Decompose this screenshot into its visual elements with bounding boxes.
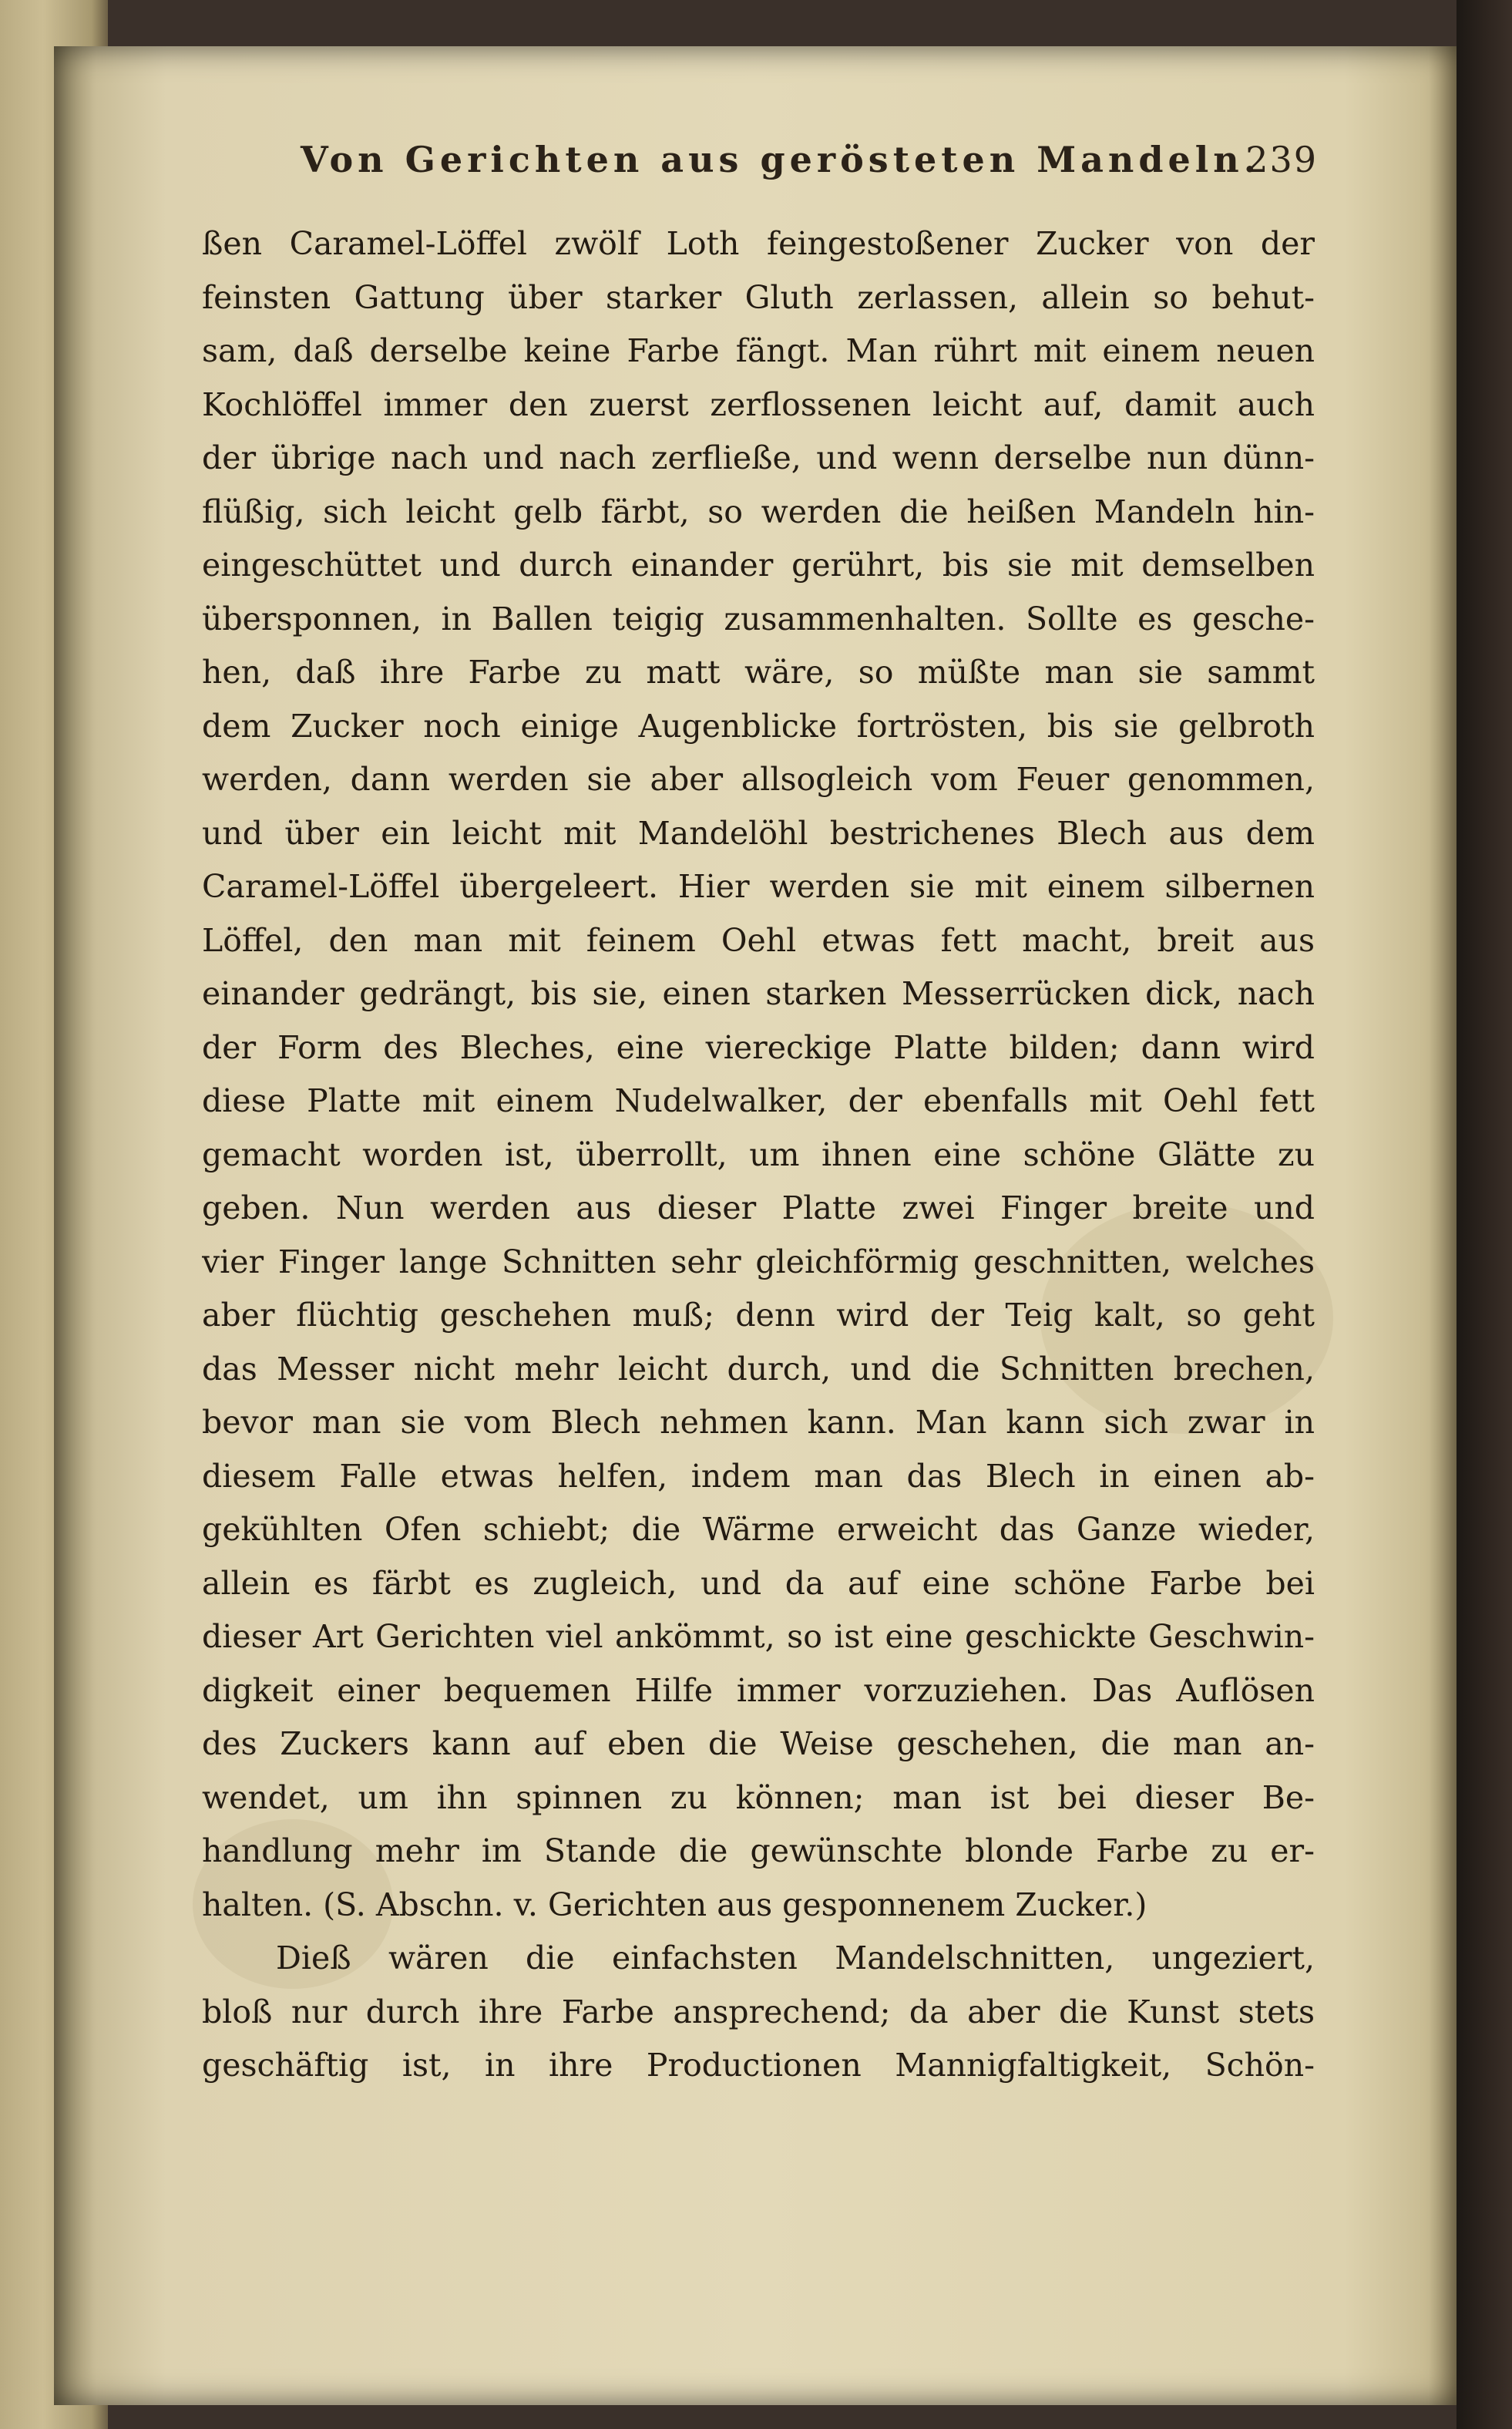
text-line: diese Platte mit einem Nudelwalker, der ebenfalls mit Oehl fett xyxy=(202,1082,1315,1119)
page-header xyxy=(254,139,1318,200)
text-line: dieser Art Gerichten viel ankömmt, so ist eine geschickte Geschwin- xyxy=(202,1618,1315,1655)
text-line: diesem Falle etwas helfen, indem man das Blech in einen ab- xyxy=(202,1457,1315,1495)
text-line: werden, dann werden sie aber allsogleich vom Feuer genommen, xyxy=(202,761,1315,798)
text-line: digkeit einer bequemen Hilfe immer vorzuziehen. Das Auflösen xyxy=(202,1671,1315,1709)
text-line: gekühlten Ofen schiebt; die Wärme erweicht das Ganze wieder, xyxy=(202,1511,1315,1548)
text-line: des Zuckers kann auf eben die Weise geschehen, die man an- xyxy=(202,1725,1315,1762)
text-line: allein es färbt es zugleich, und da auf eine schöne Farbe bei xyxy=(202,1564,1315,1602)
text-line: vier Finger lange Schnitten sehr gleichförmig geschnitten, welches xyxy=(202,1243,1315,1280)
text-line: das Messer nicht mehr leicht durch, und die Schnitten brechen, xyxy=(202,1350,1315,1388)
text-line: sam, daß derselbe keine Farbe fängt. Man rührt mit einem neuen xyxy=(202,332,1315,369)
text-line: handlung mehr im Stande die gewünschte blonde Farbe zu er- xyxy=(202,1832,1315,1869)
text-line: wendet, um ihn spinnen zu können; man ist bei dieser Be- xyxy=(202,1778,1315,1816)
running-title: Von Gerichten aus gerösteten Mandeln. xyxy=(301,139,1261,180)
text-line: feinsten Gattung über starker Gluth zerlassen, allein so behut- xyxy=(202,278,1315,316)
text-line: geben. Nun werden aus dieser Platte zwei Finger breite und xyxy=(202,1189,1315,1226)
text-line: Kochlöffel immer den zuerst zerflossenen leicht auf, damit auch xyxy=(202,385,1315,423)
text-line: dem Zucker noch einige Augenblicke fortrösten, bis sie gelbroth xyxy=(202,707,1315,745)
text-line: übersponnen, in Ballen teigig zusammenhalten. Sollte es gesche- xyxy=(202,600,1315,638)
text-line: der übrige nach und nach zerfließe, und wenn derselbe nun dünn- xyxy=(202,439,1315,476)
text-line: ßen Caramel-Löffel zwölf Loth feingestoßener Zucker von der xyxy=(202,225,1315,262)
text-line: Caramel-Löffel übergeleert. Hier werden sie mit einem silbernen xyxy=(202,868,1315,905)
page-number: 239 xyxy=(1245,139,1318,180)
text-line: hen, daß ihre Farbe zu matt wäre, so müßte man sie sammt xyxy=(202,654,1315,691)
right-page-edge xyxy=(1457,0,1512,2429)
text-line: Dieß wären die einfachsten Mandelschnitten, ungeziert, xyxy=(276,1939,1315,1977)
text-line: flüßig, sich leicht gelb färbt, so werden die heißen Mandeln hin- xyxy=(202,493,1315,530)
text-line: geschäftig ist, in ihre Productionen Mannigfaltigkeit, Schön- xyxy=(202,2047,1315,2084)
paragraph-1 xyxy=(202,217,1315,1932)
text-line: halten. (S. Abschn. v. Gerichten aus gesponnenem Zucker.) xyxy=(202,1886,1147,1923)
text-line: bevor man sie vom Blech nehmen kann. Man kann sich zwar in xyxy=(202,1404,1315,1441)
body-text xyxy=(202,217,1315,2093)
text-line: bloß nur durch ihre Farbe ansprechend; da aber die Kunst stets xyxy=(202,1993,1315,2030)
paragraph-2 xyxy=(202,1932,1315,2093)
text-line: und über ein leicht mit Mandelöhl bestrichenes Blech aus dem xyxy=(202,814,1315,852)
text-line: der Form des Bleches, eine viereckige Platte bilden; dann wird xyxy=(202,1028,1315,1066)
text-line: einander gedrängt, bis sie, einen starken Messerrücken dick, nach xyxy=(202,975,1315,1012)
text-line: gemacht worden ist, überrollt, um ihnen eine schöne Glätte zu xyxy=(202,1135,1315,1173)
text-line: aber flüchtig geschehen muß; denn wird der Teig kalt, so geht xyxy=(202,1297,1315,1334)
text-line: eingeschüttet und durch einander gerührt, bis sie mit demselben xyxy=(202,547,1315,584)
text-line: Löffel, den man mit feinem Oehl etwas fett macht, breit aus xyxy=(202,921,1315,959)
